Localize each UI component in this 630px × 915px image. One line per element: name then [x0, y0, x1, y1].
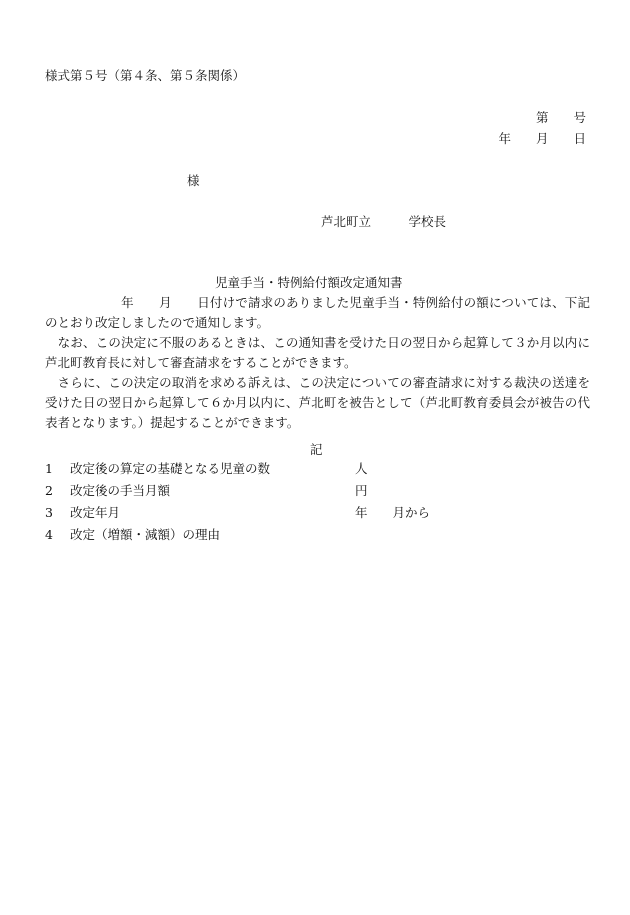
item-label: 改定後の手当月額 — [70, 483, 171, 498]
item-unit: 年 月から — [355, 505, 431, 520]
body-paragraph-3: さらに、この決定の取消を求める訴えは、この決定についての審査請求に対する裁決の送達を受けた日の翌日から起算して６か月以内に、芦北町を被告として（芦北町教育委員会が被告の代表者となります。）提起することができます。 — [45, 375, 590, 430]
item-label: 改定後の算定の基礎となる児童の数 — [70, 461, 271, 476]
body-paragraph-2: なお、この決定に不服のあるときは、この通知書を受けた日の翌日から起算して３か月以内に芦北町教育長に対して審査請求をすることができます。 — [45, 335, 590, 370]
addressee-suffix: 様 — [187, 173, 200, 188]
item-label: 改定年月 — [70, 505, 121, 520]
item-number: 4 — [45, 527, 53, 542]
document-number: 第 号 — [535, 110, 586, 125]
form-label: 様式第５号（第４条、第５条関係） — [45, 68, 246, 83]
item-number: 3 — [45, 505, 53, 520]
item-unit: 人 — [355, 461, 368, 476]
issuer: 芦北町立 学校長 — [321, 214, 447, 229]
document-date: 年 月 日 — [498, 131, 586, 146]
list-item — [45, 503, 590, 523]
ki-label: 記 — [310, 442, 323, 457]
list-item — [45, 481, 590, 501]
body-paragraph-1: 年 月 日付けで請求のありました児童手当・特例給付の額については、下記のとおり改定しましたので通知します。 — [45, 295, 590, 330]
item-label: 改定（増額・減額）の理由 — [70, 527, 221, 542]
notice-title: 児童手当・特例給付額改定通知書 — [215, 275, 403, 290]
list-item — [45, 459, 590, 479]
item-number: 1 — [45, 461, 53, 476]
item-number: 2 — [45, 483, 53, 498]
list-item — [45, 525, 590, 545]
item-unit: 円 — [355, 483, 368, 498]
